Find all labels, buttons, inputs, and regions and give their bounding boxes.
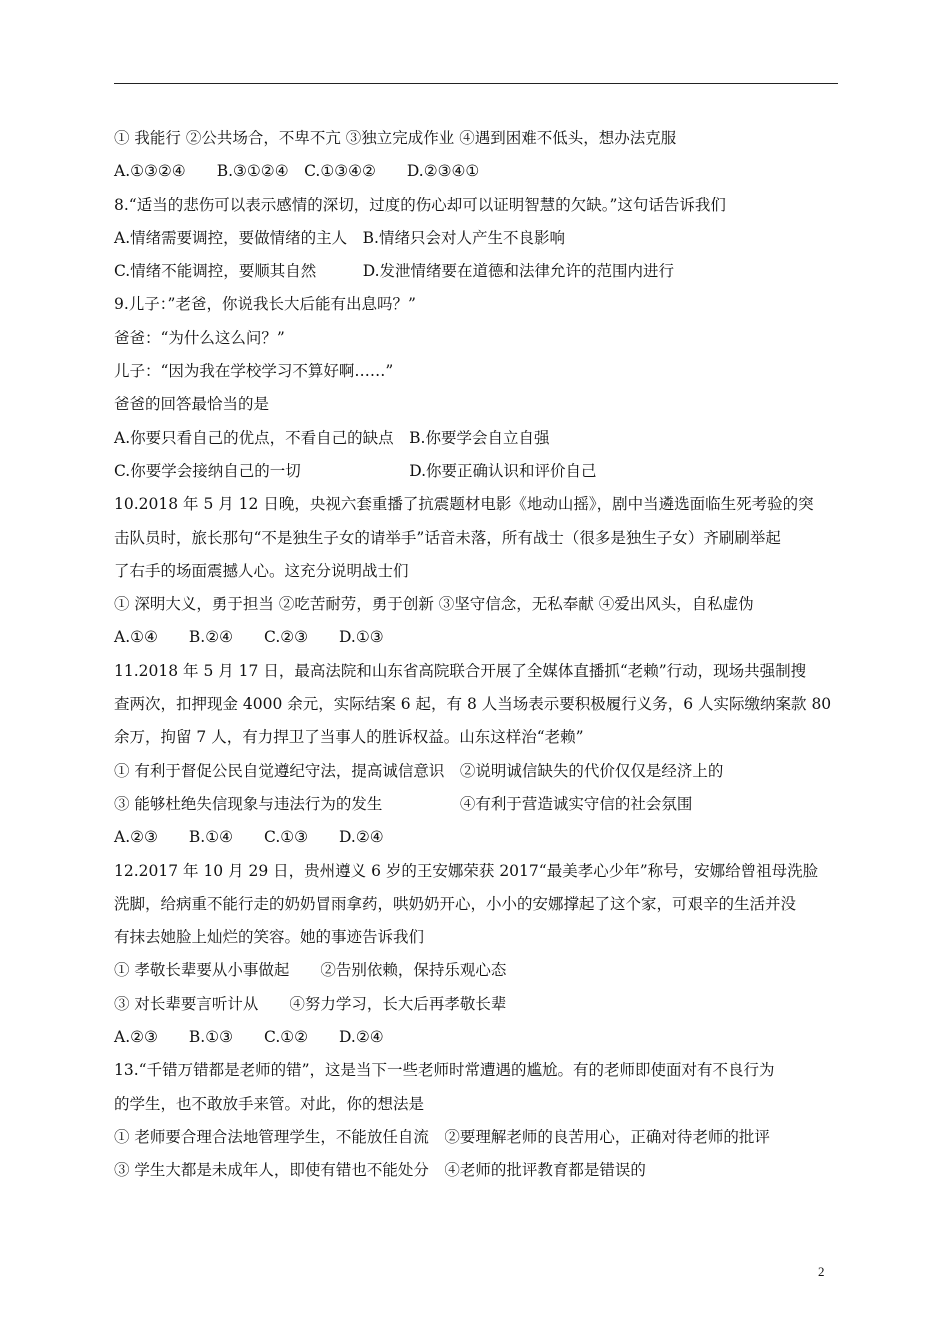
text-line: 11.2018 年 5 月 17 日，最高法院和山东省高院联合开展了全媒体直播抓“老赖”行动，现场共强制搜 [114, 661, 807, 680]
text-line: 了右手的场面震撼人心。这充分说明战士们 [114, 561, 409, 580]
text-line: A.情绪需要调控，要做情绪的主人 B.情绪只会对人产生不良影响 [114, 228, 565, 247]
text-line: 10.2018 年 5 月 12 日晚，央视六套重播了抗震题材电影《地动山摇》，剧中当遴选面临生死考验的突 [114, 495, 814, 514]
text-line: ① 深明大义，勇于担当 ②吃苦耐劳，勇于创新 ③坚守信念，无私奉献 ④爱出风头，自私虚伪 [114, 595, 754, 614]
text-line: ① 有利于督促公民自觉遵纪守法，提高诚信意识 ②说明诚信缺失的代价仅仅是经济上的 [114, 761, 724, 780]
page-number: 2 [818, 1264, 825, 1279]
text-line: ③ 能够杜绝失信现象与违法行为的发生 ④有利于营造诚实守信的社会氛围 [114, 794, 693, 813]
text-line: 的学生，也不敢放手来管。对此，你的想法是 [114, 1094, 425, 1113]
text-line: A.你要只看自己的优点，不看自己的缺点 B.你要学会自立自强 [114, 428, 550, 447]
text-line: ① 老师要合理合法地管理学生，不能放任自流 ②要理解老师的良苦用心，正确对待老师的批评 [114, 1127, 770, 1146]
text-line: 儿子：“因为我在学校学习不算好啊……” [114, 362, 394, 381]
text-line: 爸爸：“为什么这么问？” [114, 328, 285, 347]
text-line: A.①③②④ B.③①②④ C.①③④② D.②③④① [114, 162, 480, 181]
text-line: ① 我能行 ②公共场合，不卑不亢 ③独立完成作业 ④遇到困难不低头，想办法克服 [114, 129, 677, 147]
text-line: 击队员时，旅长那句“不是独生子女的请举手”话音未落，所有战士（很多是独生子女）齐刷刷举起 [114, 528, 781, 547]
text-line: 9.儿子：”老爸，你说我长大后能有出息吗？” [114, 295, 416, 314]
text-line: ① 孝敬长辈要从小事做起 ②告别依赖，保持乐观心态 [114, 961, 507, 980]
text-line: ③ 学生大都是未成年人，即使有错也不能处分 ④老师的批评教育都是错误的 [114, 1161, 646, 1180]
text-line: 洗脚，给病重不能行走的奶奶冒雨拿药，哄奶奶开心，小小的安娜撑起了这个家，可艰辛的生活并没 [114, 894, 797, 913]
text-line: 余万，拘留 7 人，有力捍卫了当事人的胜诉权益。山东这样治“老赖” [114, 728, 584, 747]
text-line: C.情绪不能调控，要顺其自然 D.发泄情绪要在道德和法律允许的范围内进行 [114, 262, 675, 281]
text-line: ③ 对长辈要言听计从 ④努力学习，长大后再孝敬长辈 [114, 994, 507, 1013]
text-line: 查两次，扣押现金 4000 余元，实际结案 6 起，有 8 人当场表示要积极履行义务，6 人实际缴纳案款 80 [114, 695, 832, 714]
text-line: 8.“适当的悲伤可以表示感情的深切，过度的伤心却可以证明智慧的欠缺。”这句话告诉我们 [114, 195, 726, 214]
exam-content [114, 122, 854, 1188]
header-rule [114, 83, 838, 84]
text-line: A.①④ B.②④ C.②③ D.①③ [114, 628, 384, 647]
text-line: 爸爸的回答最恰当的是 [114, 395, 270, 414]
text-line: A.②③ B.①③ C.①② D.②④ [114, 1028, 384, 1047]
text-line: C.你要学会接纳自己的一切 D.你要正确认识和评价自己 [114, 461, 597, 480]
text-line: A.②③ B.①④ C.①③ D.②④ [114, 828, 384, 847]
text-line: 有抹去她脸上灿烂的笑容。她的事迹告诉我们 [114, 928, 425, 947]
text-line: 13.“千错万错都是老师的错”，这是当下一些老师时常遭遇的尴尬。有的老师即使面对有不良行为 [114, 1061, 775, 1080]
text-line: 12.2017 年 10 月 29 日，贵州遵义 6 岁的王安娜荣获 2017“最美孝心少年”称号，安娜给曾祖母洗脸 [114, 861, 819, 880]
